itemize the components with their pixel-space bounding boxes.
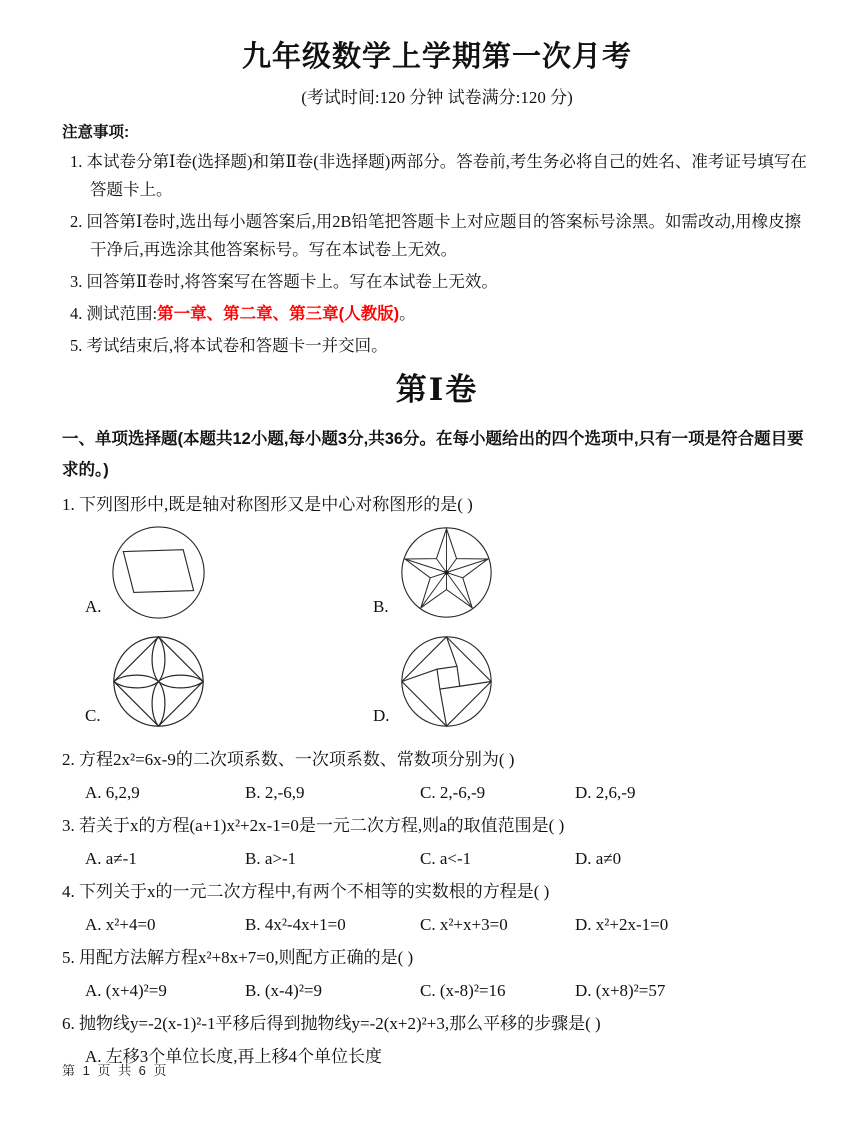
notice-item: 5. 考试结束后,将本试卷和答题卡一并交回。 xyxy=(70,336,388,355)
option-item: A. 6,2,9 xyxy=(85,783,140,802)
question-2-options xyxy=(62,776,812,809)
figure-row xyxy=(62,525,812,620)
page-footer: 第 1 页 共 6 页 xyxy=(62,1063,169,1078)
option-item: C. a<-1 xyxy=(420,849,472,868)
question-1-text: 1. 下列图形中,既是轴对称图形又是中心对称图形的是( ) xyxy=(62,495,473,514)
test-range-highlight: 第一章、第二章、第三章(人教版) xyxy=(157,305,400,323)
figure-label: D. xyxy=(373,706,390,725)
notice-list xyxy=(62,148,812,360)
question-5-options xyxy=(62,974,812,1007)
question-5-text: 5. 用配方法解方程x²+8x+7=0,则配方正确的是( ) xyxy=(62,948,414,967)
four-petal-flower-in-circle-figure xyxy=(111,634,206,729)
volume-heading: 第Ⅰ卷 xyxy=(395,372,479,407)
figure-label: C. xyxy=(85,706,101,725)
option-item: B. (x-4)²=9 xyxy=(245,981,323,1000)
question-6-options xyxy=(62,1040,812,1073)
question-2-text: 2. 方程2x²=6x-9的二次项系数、一次项系数、常数项分别为( ) xyxy=(62,750,515,769)
question-3-options xyxy=(62,842,812,875)
exam-subtitle: (考试时间:120 分钟 试卷满分:120 分) xyxy=(301,88,573,107)
notice-item: 1. 本试卷分第Ⅰ卷(选择题)和第Ⅱ卷(非选择题)两部分。答卷前,考生务必将自己的姓名、准考证号填写在答题卡上。 xyxy=(70,152,807,199)
notice-item: 3. 回答第Ⅱ卷时,将答案写在答题卡上。写在本试卷上无效。 xyxy=(70,272,498,291)
option-item: B. 2,-6,9 xyxy=(245,783,305,802)
notice-item-test-range: 4. 测试范围:第一章、第二章、第三章(人教版)。 xyxy=(70,304,416,323)
notice-item: 2. 回答第Ⅰ卷时,选出每小题答案后,用2B铅笔把答题卡上对应题目的答案标号涂黑。如需改动,用橡皮擦干净后,再选涂其他答案标号。写在本试卷上无效。 xyxy=(70,212,802,259)
parallelogram-in-circle-figure xyxy=(111,525,206,620)
section-title: 一、单项选择题(本题共12小题,每小题3分,共36分。在每小题给出的四个选项中,只有一项是符合题目要求的。) xyxy=(62,430,804,479)
option-item: D. x²+2x-1=0 xyxy=(575,915,669,934)
figure-option-d xyxy=(373,634,661,729)
figure-option-c xyxy=(85,634,373,729)
figure-row xyxy=(62,634,812,729)
option-item: B. 4x²-4x+1=0 xyxy=(245,915,346,934)
option-item: A. x²+4=0 xyxy=(85,915,156,934)
question-4-options xyxy=(62,908,812,941)
figure-option-a xyxy=(85,525,373,620)
option-item: C. 2,-6,-9 xyxy=(420,783,486,802)
figure-label: B. xyxy=(373,597,389,616)
question-4-text: 4. 下列关于x的一元二次方程中,有两个不相等的实数根的方程是( ) xyxy=(62,882,550,901)
option-item: D. (x+8)²=57 xyxy=(575,981,666,1000)
figure-option-b xyxy=(373,525,661,620)
option-item: D. a≠0 xyxy=(575,849,622,868)
option-item: D. 2,6,-9 xyxy=(575,783,636,802)
option-item: B. a>-1 xyxy=(245,849,297,868)
option-item: A. (x+4)²=9 xyxy=(85,981,167,1000)
five-pointed-star-in-circle-figure xyxy=(399,525,494,620)
question-3-text: 3. 若关于x的方程(a+1)x²+2x-1=0是一元二次方程,则a的取值范围是( ) xyxy=(62,816,565,835)
notice-heading: 注意事项: xyxy=(62,124,130,141)
question-6-text: 6. 抛物线y=-2(x-1)²-1平移后得到抛物线y=-2(x+2)²+3,那么平移的步骤是( ) xyxy=(62,1014,601,1033)
option-item: A. 左移3个单位长度,再上移4个单位长度 xyxy=(85,1047,383,1066)
option-item: A. a≠-1 xyxy=(85,849,137,868)
pinwheel-squares-in-circle-figure xyxy=(399,634,494,729)
question-1-figures xyxy=(62,525,812,729)
option-item: C. x²+x+3=0 xyxy=(420,915,508,934)
option-item: C. (x-8)²=16 xyxy=(420,981,506,1000)
page-title: 九年级数学上学期第一次月考 xyxy=(241,41,632,73)
figure-label: A. xyxy=(85,597,102,616)
